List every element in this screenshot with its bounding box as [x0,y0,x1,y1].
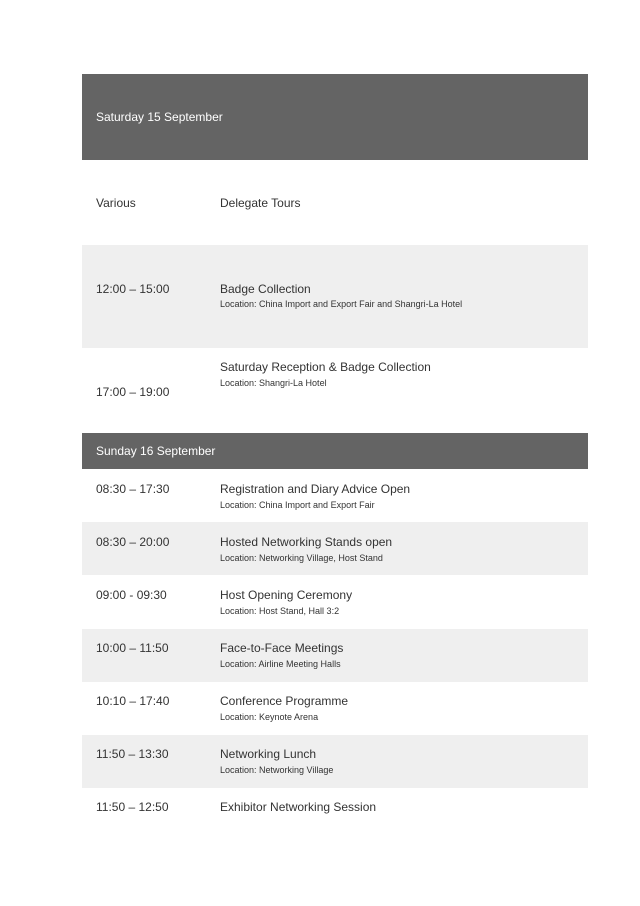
row-location: Location: Airline Meeting Halls [220,659,341,669]
row-location: Location: China Import and Export Fair [220,500,375,510]
schedule-row [82,245,588,348]
schedule-row [82,522,588,575]
day-header-label: Saturday 15 September [96,110,223,124]
schedule-row [82,469,588,522]
day-header-label: Sunday 16 September [96,444,216,458]
row-time: Various [96,196,136,210]
row-title: Delegate Tours [220,196,301,210]
row-title: Registration and Diary Advice Open [220,482,411,496]
row-time: 12:00 – 15:00 [96,282,170,296]
day-header-saturday [82,74,588,160]
schedule-row [82,348,588,433]
row-time: 11:50 – 12:50 [96,800,169,814]
schedule-table [82,74,588,828]
row-title: Saturday Reception & Badge Collection [220,360,431,374]
row-location: Location: Networking Village, Host Stand [220,553,383,563]
row-time: 08:30 – 17:30 [96,482,170,496]
row-title: Conference Programme [220,694,349,708]
row-time: 09:00 - 09:30 [96,588,167,602]
row-location: Location: Shangri-La Hotel [220,378,327,388]
row-title: Host Opening Ceremony [220,588,353,602]
row-time: 17:00 – 19:00 [96,385,170,399]
row-title: Networking Lunch [220,747,317,761]
row-location: Location: Host Stand, Hall 3:2 [220,606,340,616]
schedule-row [82,160,588,245]
schedule-row [82,629,588,682]
schedule-row [82,788,588,828]
row-time: 10:00 – 11:50 [96,641,169,655]
row-location: Location: Networking Village [220,765,334,775]
row-time: 08:30 – 20:00 [96,535,170,549]
schedule-row [82,735,588,788]
schedule-row [82,682,588,735]
row-location: Location: Keynote Arena [220,712,319,722]
row-title: Exhibitor Networking Session [220,800,377,814]
row-title: Badge Collection [220,282,311,296]
row-title: Hosted Networking Stands open [220,535,393,549]
day-header-sunday [82,433,588,469]
row-location: Location: China Import and Export Fair and Shangri-La Hotel [220,299,463,309]
row-time: 11:50 – 13:30 [96,747,169,761]
schedule-row [82,575,588,629]
row-title: Face-to-Face Meetings [220,641,344,655]
row-time: 10:10 – 17:40 [96,694,170,708]
